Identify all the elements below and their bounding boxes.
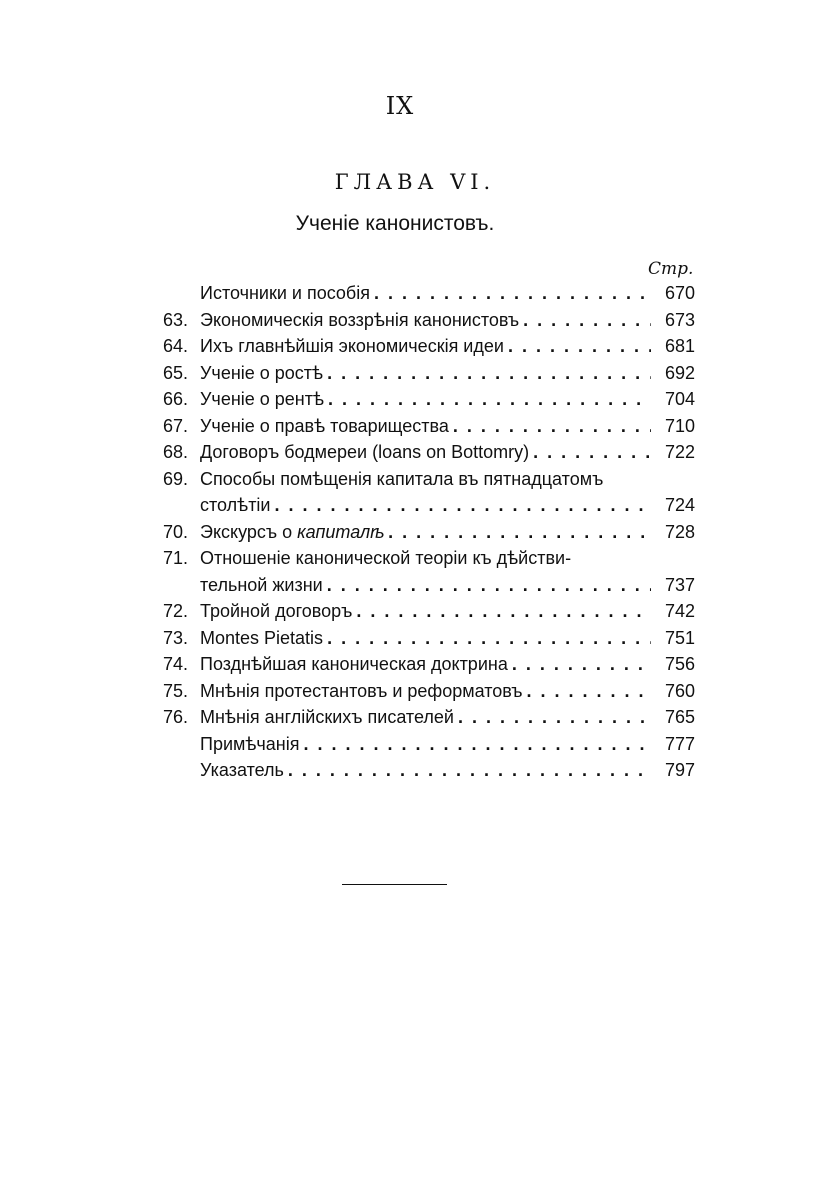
entry-number: 63. [162,309,188,330]
entry-number: 66. [162,389,188,409]
entry-page: 681 [664,336,695,356]
dot-leader [288,757,651,784]
toc-entry-71[interactable] [150,545,695,598]
entry-title: Позднѣйшая каноническая доктрина [200,654,508,674]
entry-title: тельной жизни [200,574,323,595]
dot-leader [327,572,651,599]
entry-title-line1: Способы помѣщенія капитала въ пятнадцатомъ [200,468,604,489]
toc-entry-75[interactable] [150,678,695,705]
toc-entry-64[interactable] [150,333,695,360]
dot-leader [328,386,651,413]
entry-number: 69. [162,468,188,489]
toc-entry-76[interactable] [150,704,695,731]
toc-entry-67[interactable] [150,413,695,440]
entry-page: 751 [664,627,695,648]
toc-entry-73[interactable] [150,625,695,652]
entry-number: 68. [162,442,188,462]
dot-leader [303,731,651,758]
toc-entry-index[interactable] [150,757,695,784]
entry-page: 777 [664,733,695,754]
entry-title: столѣтіи [200,495,271,515]
dot-leader [327,360,651,387]
entry-title: Экономическія воззрѣнія канонистовъ [200,309,520,330]
entry-page: 765 [664,707,695,727]
entry-number: 71. [162,548,188,568]
entry-title: Примѣчанія [200,733,300,754]
entry-title: Ихъ главнѣйшія экономическія идеи [200,336,504,356]
chapter-title: Ученіе канонистовъ. [295,212,495,235]
entry-number: 75. [162,680,188,701]
entry-title-italic: капиталѣ [297,521,385,542]
entry-number: 65. [162,362,188,383]
dot-leader [374,280,651,307]
entry-title-line1: Отношеніе канонической теоріи къ дѣйстви- [200,548,572,568]
table-of-contents [150,280,695,784]
entry-page: 710 [664,415,695,436]
dot-leader [453,413,651,440]
toc-entry-sources[interactable] [150,280,695,307]
entry-page: 728 [664,521,695,542]
entry-page: 797 [664,760,695,780]
entry-title: Источники и пособія [200,283,370,303]
entry-title: Тройной договоръ [200,601,353,621]
toc-entry-72[interactable] [150,598,695,625]
entry-page: 673 [664,309,695,330]
entry-number: 72. [162,601,188,621]
closing-rule [342,884,447,885]
entry-page: 760 [664,680,695,701]
dot-leader [512,651,651,678]
entry-number: 64. [162,336,188,356]
toc-entry-74[interactable] [150,651,695,678]
entry-title: Ученіе о ростѣ [200,362,324,383]
entry-title: Мнѣнія протестантовъ и реформатовъ [200,680,523,701]
entry-page: 742 [664,601,695,621]
entry-page: 670 [664,283,695,303]
page-column-label: Стр. [648,259,694,279]
entry-page: 737 [664,574,695,595]
dot-leader [458,704,651,731]
dot-leader [533,439,651,466]
entry-page: 722 [664,442,695,462]
entry-title: Ученіе о рентѣ [200,389,325,409]
entry-title-prefix: Экскурсъ о [200,521,298,542]
entry-page: 724 [664,495,695,515]
dot-leader [356,598,651,625]
entry-number: 73. [162,627,188,648]
entry-title: Указатель [200,760,284,780]
toc-entry-notes[interactable] [150,731,695,758]
entry-title: Montes Pietatis [200,627,324,648]
toc-entry-69[interactable] [150,466,695,519]
dot-leader [388,519,651,546]
entry-page: 704 [664,389,695,409]
dot-leader [527,678,651,705]
entry-number: 70. [162,521,188,542]
dot-leader [508,333,651,360]
entry-page: 756 [664,654,695,674]
entry-title: Мнѣнія англійскихъ писателей [200,707,454,727]
page-number: IX [385,92,415,120]
toc-entry-65[interactable] [150,360,695,387]
toc-entry-70[interactable] [150,519,695,546]
dot-leader [327,625,651,652]
toc-entry-63[interactable] [150,307,695,334]
entry-number: 74. [162,654,188,674]
dot-leader [275,492,652,519]
toc-entry-66[interactable] [150,386,695,413]
dot-leader [523,307,651,334]
entry-title: Договоръ бодмереи (loans on Bottomry) [200,442,530,462]
entry-title: Ученіе о правѣ товарищества [200,415,449,436]
toc-entry-68[interactable] [150,439,695,466]
entry-number: 76. [162,707,188,727]
entry-title [200,519,384,546]
entry-number: 67. [162,415,188,436]
chapter-heading: ГЛАВА VI. [334,170,496,194]
entry-page: 692 [664,362,695,383]
